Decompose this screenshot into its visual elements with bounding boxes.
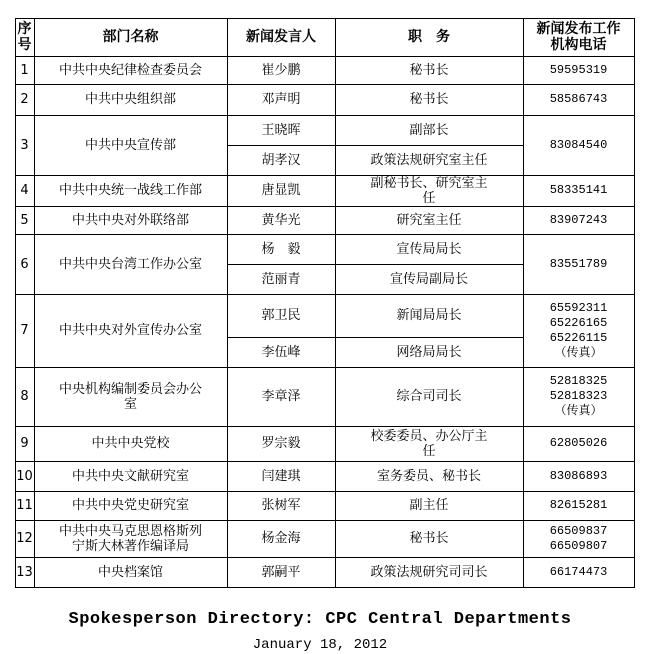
row-index: 10	[16, 468, 33, 484]
phone-number: 59595319	[549, 62, 608, 77]
department-name: 中共中央对外联络部	[71, 212, 189, 228]
publication-date: January 18, 2012	[252, 637, 388, 653]
spokesperson-position: 副秘书长、研究室主 任	[370, 175, 488, 206]
phone-number: 65592311 65226165 65226115 （传真）	[549, 300, 608, 360]
spokesperson-position: 副主任	[409, 498, 449, 513]
spokesperson-name: 胡孝汉	[261, 152, 301, 168]
spokesperson-position: 网络局局长	[396, 344, 462, 360]
header-department: 部门名称	[102, 29, 159, 45]
department-name: 中共中央文献研究室	[71, 468, 189, 484]
header-index: 序 号	[17, 21, 32, 53]
spokesperson-name: 张树军	[261, 498, 301, 513]
table-rule	[523, 18, 524, 588]
department-name: 中央机构编制委员会办公 室	[58, 381, 202, 412]
spokesperson-position: 副部长	[409, 122, 449, 138]
row-index: 1	[20, 62, 29, 78]
spokesperson-name: 杨 毅	[261, 241, 301, 257]
phone-number: 62805026	[549, 436, 608, 450]
row-index: 5	[20, 212, 29, 228]
row-index: 3	[20, 137, 29, 153]
row-index: 7	[20, 323, 29, 338]
table-rule	[634, 18, 635, 588]
spokesperson-name: 邓声明	[261, 92, 301, 107]
spokesperson-position: 新闻局局长	[396, 308, 462, 323]
department-name: 中共中央宣传部	[84, 137, 176, 153]
table-rule	[227, 18, 228, 588]
department-name: 中共中央统一战线工作部	[58, 183, 202, 198]
phone-number: 58586743	[549, 92, 608, 106]
spokesperson-name: 黄华光	[261, 212, 301, 228]
phone-number: 52818325 52818323 （传真）	[549, 374, 608, 418]
table-rule	[15, 587, 634, 588]
department-name: 中共中央党史研究室	[71, 498, 189, 513]
spokesperson-name: 郭嗣平	[261, 564, 301, 580]
table-caption: Spokesperson Directory: CPC Central Departments	[68, 610, 572, 629]
phone-number: 83551789	[549, 256, 608, 271]
phone-number: 66174473	[549, 564, 608, 579]
spokesperson-name: 闫建琪	[261, 468, 301, 484]
department-name: 中共中央马克思恩格斯列 宁斯大林著作编译局	[58, 523, 202, 554]
spokesperson-name: 王晓晖	[261, 122, 301, 138]
row-index: 8	[20, 389, 29, 404]
spokesperson-position: 综合司司长	[396, 389, 462, 404]
header-position: 职 务	[408, 29, 450, 45]
row-index: 11	[16, 498, 33, 513]
spokesperson-position: 研究室主任	[396, 212, 462, 228]
phone-number: 66509837 66509807	[549, 523, 608, 553]
department-name: 中共中央纪律检查委员会	[58, 62, 202, 78]
row-index: 12	[16, 531, 33, 546]
spokesperson-name: 李章泽	[261, 389, 301, 404]
department-name: 中央档案馆	[97, 564, 163, 580]
department-name: 中共中央台湾工作办公室	[58, 256, 202, 272]
row-index: 4	[20, 183, 29, 198]
spokesperson-position: 校委委员、办公厅主 任	[370, 428, 488, 459]
spokesperson-position: 室务委员、秘书长	[376, 468, 481, 484]
department-name: 中共中央党校	[91, 436, 170, 451]
table-rule	[34, 18, 35, 588]
spokesperson-name: 范丽青	[261, 271, 301, 287]
spokesperson-position: 政策法规研究司司长	[370, 564, 488, 580]
spokesperson-name: 杨金海	[261, 531, 301, 546]
spokesperson-position: 秘书长	[409, 62, 449, 78]
directory-table	[15, 18, 634, 604]
spokesperson-name: 唐显凯	[261, 183, 301, 198]
spokesperson-position: 秘书长	[409, 531, 449, 546]
department-name: 中共中央对外宣传办公室	[58, 323, 202, 338]
phone-number: 83086893	[549, 468, 608, 483]
table-rule	[335, 18, 336, 588]
phone-number: 58335141	[549, 183, 608, 197]
phone-number: 83907243	[549, 212, 608, 227]
spokesperson-position: 宣传局副局长	[389, 271, 468, 287]
spokesperson-name: 罗宗毅	[261, 436, 301, 451]
phone-number: 83084540	[549, 137, 608, 152]
row-index: 9	[20, 436, 29, 451]
department-name: 中共中央组织部	[84, 92, 176, 107]
row-index: 6	[20, 256, 29, 272]
spokesperson-name: 郭卫民	[261, 308, 301, 323]
spokesperson-position: 秘书长	[409, 92, 449, 107]
table-rule	[15, 18, 16, 588]
spokesperson-name: 李伍峰	[261, 344, 301, 360]
spokesperson-name: 崔少鹏	[261, 62, 301, 78]
row-index: 2	[20, 92, 29, 107]
spokesperson-position: 宣传局局长	[396, 241, 462, 257]
spokesperson-position: 政策法规研究室主任	[370, 152, 488, 168]
phone-number: 82615281	[549, 498, 608, 512]
row-index: 13	[16, 564, 33, 580]
header-phone: 新闻发布工作 机构电话	[536, 21, 621, 53]
header-spokesperson: 新闻发言人	[246, 29, 316, 45]
